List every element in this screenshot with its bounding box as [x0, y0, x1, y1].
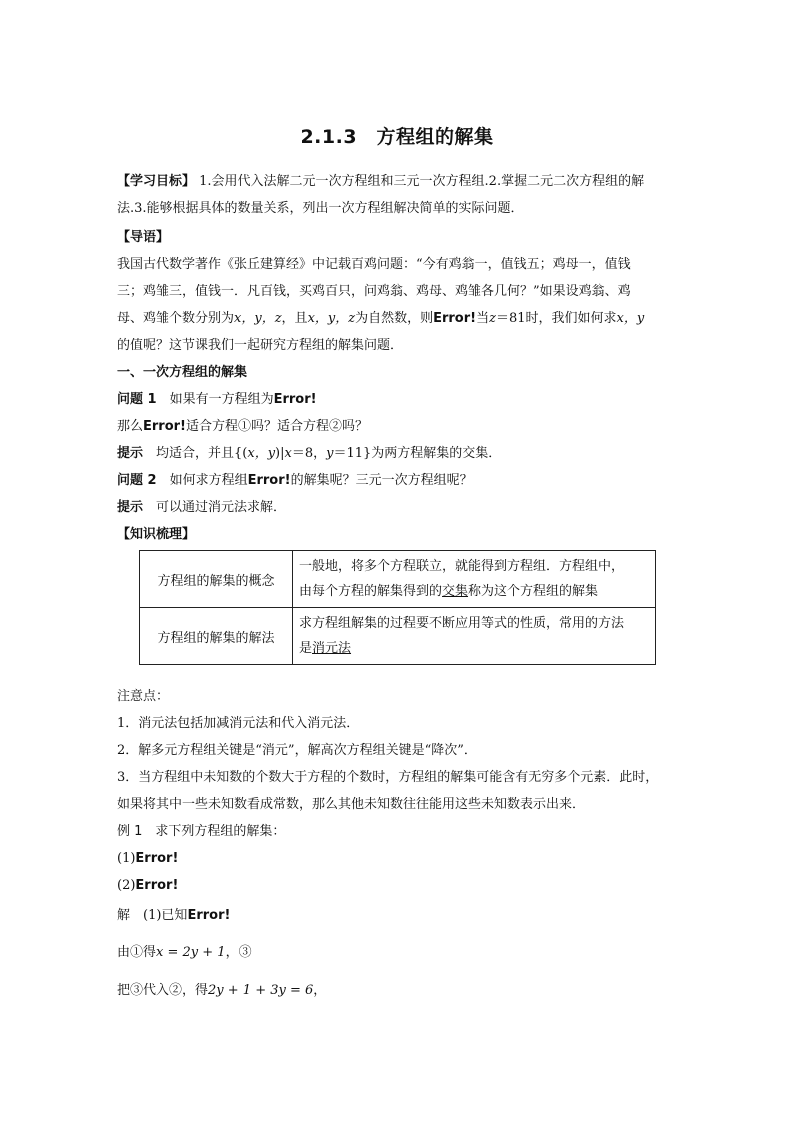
variables: x，y，z	[234, 311, 282, 326]
error-placeholder: Error!	[143, 419, 186, 434]
solution-text: ，	[313, 983, 327, 998]
solution-step-1	[117, 944, 677, 962]
notes-label: 注意点：	[117, 689, 170, 704]
hint-text: 可以通过消元法求解．	[143, 500, 287, 515]
error-placeholder: Error!	[433, 311, 477, 326]
error-placeholder: Error!	[135, 878, 179, 893]
objectives-label: 【学习目标】	[117, 174, 196, 189]
error-placeholder: Error!	[135, 851, 179, 866]
variables: x，y，z	[307, 311, 356, 326]
table-cell	[293, 608, 656, 665]
example-text: 求下列方程组的解集：	[142, 824, 286, 839]
equation: 2y + 1 + 3y = 6	[208, 983, 314, 998]
error-placeholder: Error!	[273, 392, 317, 407]
intro-line-1: 我国古代数学著作《张丘建算经》中记载百鸡问题：“今有鸡翁一，值钱五；鸡母一，值钱	[117, 257, 631, 272]
equation: x = 2y + 1	[156, 945, 226, 960]
table-cell	[293, 551, 656, 608]
variable: z	[489, 311, 496, 326]
note-1: 1．消元法包括加减消元法和代入消元法．	[117, 716, 360, 731]
cell-line	[299, 636, 649, 661]
knowledge-table	[139, 550, 656, 665]
question-text: 如果有一方程组为	[156, 392, 274, 407]
hint-text: ＝8，	[291, 446, 327, 461]
hint-label: 提示	[117, 446, 144, 461]
cell-line	[299, 579, 649, 604]
underlined-term: 交集	[442, 584, 469, 599]
underlined-term: 消元法	[312, 641, 352, 656]
page-title: 2.1.3 方程组的解集	[300, 126, 494, 148]
question-2	[117, 472, 677, 490]
solution-start	[117, 907, 677, 925]
hint-text: )|	[275, 446, 285, 461]
table-row-header: 方程组的解集的解法	[140, 608, 293, 665]
solution-text: (1)已知	[130, 908, 188, 923]
variables: x，y	[616, 311, 645, 326]
section-heading: 一、一次方程组的解集	[117, 365, 248, 380]
hint-label: 提示	[117, 500, 144, 515]
hint-2	[117, 499, 677, 517]
objectives-line-2: 法.3.能够根据具体的数量关系，列出一次方程组解决简单的实际问题．	[117, 201, 524, 216]
solution-text: ，③	[225, 945, 252, 960]
cell-line: 求方程组解集的过程要不断应用等式的性质，常用的方法	[299, 616, 625, 631]
hint-text: ＝11}为两方程解集的交集．	[333, 446, 502, 461]
hint-text: 均适合，并且{(	[143, 446, 248, 461]
note-3-line-1: 3．当方程组中未知数的个数大于方程的个数时，方程组的解集可能含有无穷多个元素．此时，	[117, 770, 659, 785]
example-1	[117, 823, 677, 841]
intro-text: 为自然数，则	[355, 311, 434, 326]
question-1-followup	[117, 418, 677, 436]
objectives-text-1: 1.会用代入法解二元一次方程组和三元一次方程组.2.掌握二元二次方程组的解	[195, 174, 645, 189]
note-3-line-2: 如果将其中一些未知数看成常数，那么其他未知数往往能用这些未知数表示出来．	[117, 797, 586, 812]
question-text: 如何求方程组	[156, 473, 248, 488]
solution-step-2	[117, 982, 677, 1000]
hint-1	[117, 445, 677, 463]
cell-text: 由每个方程的解集得到的	[299, 584, 443, 599]
variable: y	[326, 446, 334, 461]
table-row	[140, 608, 656, 665]
solution-label: 解	[117, 908, 131, 923]
solution-text: 把③代入②，得	[117, 983, 209, 998]
error-placeholder: Error!	[187, 908, 231, 923]
question-text: 适合方程①吗？适合方程②吗？	[186, 419, 369, 434]
note-2: 2．解多元方程组关键是“消元”，解高次方程组关键是“降次”．	[117, 743, 477, 758]
learning-objectives	[117, 173, 677, 191]
example-part-1	[117, 850, 677, 868]
variables: x，y	[247, 446, 276, 461]
intro-text: 母、鸡雏个数分别为	[117, 311, 235, 326]
question-text: 那么	[117, 419, 144, 434]
intro-line-3	[117, 310, 677, 328]
part-label: (1)	[117, 851, 136, 866]
variable: x	[284, 446, 292, 461]
question-label: 问题 2	[117, 473, 157, 488]
table-row-header: 方程组的解集的概念	[140, 551, 293, 608]
intro-text: 当	[476, 311, 490, 326]
question-label: 问题 1	[117, 392, 157, 407]
question-1	[117, 391, 677, 409]
solution-text: 由①得	[117, 945, 157, 960]
example-part-2	[117, 877, 677, 895]
intro-label: 【导语】	[117, 230, 170, 245]
cell-text: 称为这个方程组的解集	[468, 584, 599, 599]
example-label: 例 1	[117, 824, 143, 839]
question-text: 的解集呢？三元一次方程组呢？	[290, 473, 473, 488]
part-label: (2)	[117, 878, 136, 893]
intro-text: ＝81时，我们如何求	[495, 311, 617, 326]
knowledge-label: 【知识梳理】	[117, 527, 196, 542]
table-row	[140, 551, 656, 608]
intro-line-2: 三；鸡雏三，值钱一．凡百钱，买鸡百只，问鸡翁、鸡母、鸡雏各几何？”如果设鸡翁、鸡	[117, 284, 631, 299]
intro-line-4: 的值呢？这节课我们一起研究方程组的解集问题．	[117, 338, 404, 353]
intro-text: ，且	[281, 311, 308, 326]
cell-line: 一般地，将多个方程联立，就能得到方程组．方程组中，	[299, 559, 625, 574]
error-placeholder: Error!	[247, 473, 291, 488]
cell-text: 是	[299, 641, 313, 656]
